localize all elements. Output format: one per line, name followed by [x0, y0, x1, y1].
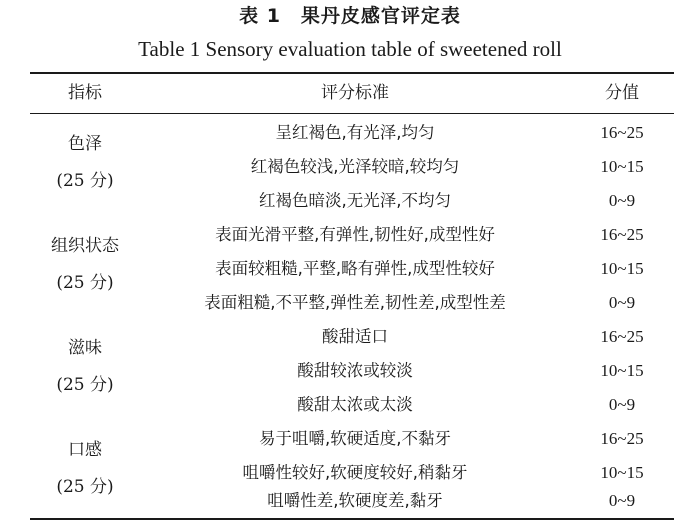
score-cell: 0~9	[608, 293, 636, 312]
score-cell: 10~15	[600, 259, 644, 278]
table-row	[140, 354, 674, 388]
score-cell: 0~9	[608, 491, 636, 510]
criteria-cell: 表面粗糙,不平整,弹性差,韧性差,成型性差	[204, 293, 506, 312]
indicator-name: 组织状态	[51, 236, 119, 256]
score-cell: 0~9	[608, 191, 636, 210]
table-title-chinese: 表 1 果丹皮感官评定表	[239, 5, 461, 27]
criteria-cell: 呈红褐色,有光泽,均匀	[275, 123, 435, 142]
criteria-cell: 红褐色暗淡,无光泽,不均匀	[259, 191, 451, 210]
indicator-group-texture-state	[30, 218, 140, 320]
score-cell: 10~15	[600, 463, 644, 482]
header-divider-rule	[30, 113, 674, 114]
indicator-group-taste	[30, 320, 140, 422]
score-cell: 16~25	[600, 225, 644, 244]
table-row	[140, 320, 674, 354]
criteria-cell: 表面光滑平整,有弹性,韧性好,成型性好	[215, 225, 495, 244]
table-row	[140, 116, 674, 150]
table-row	[140, 484, 674, 518]
indicator-name: 口感	[68, 440, 102, 460]
table-title-english: Table 1 Sensory evaluation table of sweetened roll	[138, 37, 562, 61]
table-row	[140, 286, 674, 320]
table-row	[140, 218, 674, 252]
criteria-cell: 酸甜较浓或较淡	[297, 361, 413, 380]
indicator-points: (25 分)	[56, 273, 114, 293]
indicator-points: (25 分)	[56, 477, 114, 497]
score-cell: 10~15	[600, 361, 644, 380]
indicator-name: 色泽	[68, 134, 102, 154]
indicator-points: (25 分)	[56, 171, 114, 191]
header-indicator: 指标	[68, 83, 102, 103]
score-cell: 16~25	[600, 123, 644, 142]
criteria-cell: 咀嚼性差,软硬度差,黏牙	[267, 491, 443, 510]
criteria-cell: 表面较粗糙,平整,略有弹性,成型性较好	[215, 259, 495, 278]
indicator-group-mouthfeel	[30, 422, 140, 524]
header-score: 分值	[605, 83, 639, 103]
header-criteria: 评分标准	[321, 83, 389, 103]
criteria-cell: 酸甜适口	[322, 327, 388, 346]
table-bottom-rule	[30, 518, 674, 520]
criteria-cell: 易于咀嚼,软硬适度,不黏牙	[259, 429, 451, 448]
table-row	[140, 150, 674, 184]
score-cell: 0~9	[608, 395, 636, 414]
score-cell: 16~25	[600, 429, 644, 448]
score-cell: 16~25	[600, 327, 644, 346]
table-row	[140, 388, 674, 422]
criteria-cell: 酸甜太浓或太淡	[297, 395, 413, 414]
criteria-cell: 咀嚼性较好,软硬度较好,稍黏牙	[242, 463, 468, 482]
indicator-group-color	[30, 116, 140, 218]
table-row	[140, 422, 674, 456]
table-row	[140, 252, 674, 286]
score-cell: 10~15	[600, 157, 644, 176]
criteria-cell: 红褐色较浅,光泽较暗,较均匀	[250, 157, 460, 176]
table-row	[140, 184, 674, 218]
indicator-name: 滋味	[68, 338, 102, 358]
indicator-points: (25 分)	[56, 375, 114, 395]
